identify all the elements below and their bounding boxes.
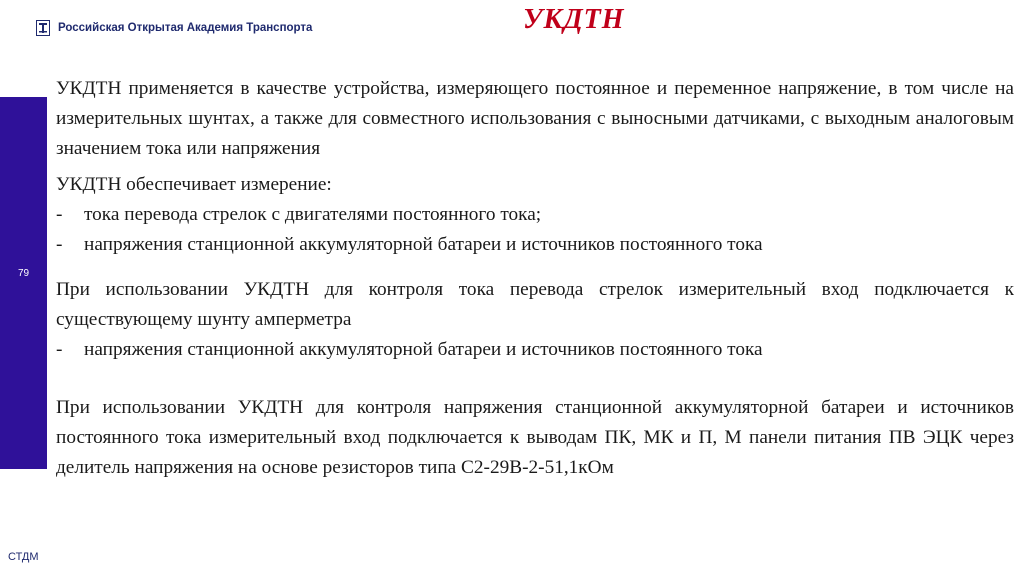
paragraph-usage: УКДТН применяется в качестве устройства, измеряющего постоянное и переменное напряжение, в том числе на измерительных шунтах, а также для совместного использования с выносными датчиками, с выходным аналоговым значением тока или напряжения — [56, 78, 1014, 159]
side-accent-bar — [0, 97, 47, 469]
header-logo — [36, 20, 312, 36]
list-item-text: тока перевода стрелок с двигателями постоянного тока; — [84, 204, 542, 225]
page-number: 79 — [17, 268, 30, 279]
switch-current-text: При использовании УКДТН для контроля тока перевода стрелок измерительный вход подключается к существующему шунту амперметра — [56, 279, 1014, 330]
list-item-text: напряжения станционной аккумуляторной батареи и источников постоянного тока — [84, 234, 763, 255]
measurement-heading: УКДТН обеспечивает измерение: — [56, 174, 332, 195]
list-item — [56, 230, 1014, 260]
paragraph-measurement — [56, 170, 1014, 260]
academy-logo-icon — [36, 20, 50, 36]
paragraph-switch-current — [56, 275, 1014, 365]
list-dash: - — [56, 339, 63, 360]
footer-label: СТДМ — [8, 551, 39, 563]
list-dash: - — [56, 234, 63, 255]
list-item — [56, 200, 1014, 230]
list-item — [56, 335, 1014, 365]
page-title: УКДТН — [523, 4, 625, 35]
org-name: Российская Открытая Академия Транспорта — [58, 22, 313, 34]
list-dash: - — [56, 204, 63, 225]
list-item-text: напряжения станционной аккумуляторной батареи и источников постоянного тока — [84, 339, 763, 360]
paragraph-battery-voltage: При использовании УКДТН для контроля напряжения станционной аккумуляторной батареи и источников постоянного тока измерительный вход подключается к выводам ПК, МК и П, М панели питания ПВ ЭЦК через делитель напряжения на основе резисторов типа С2-29В-2-51,1кОм — [56, 397, 1014, 478]
